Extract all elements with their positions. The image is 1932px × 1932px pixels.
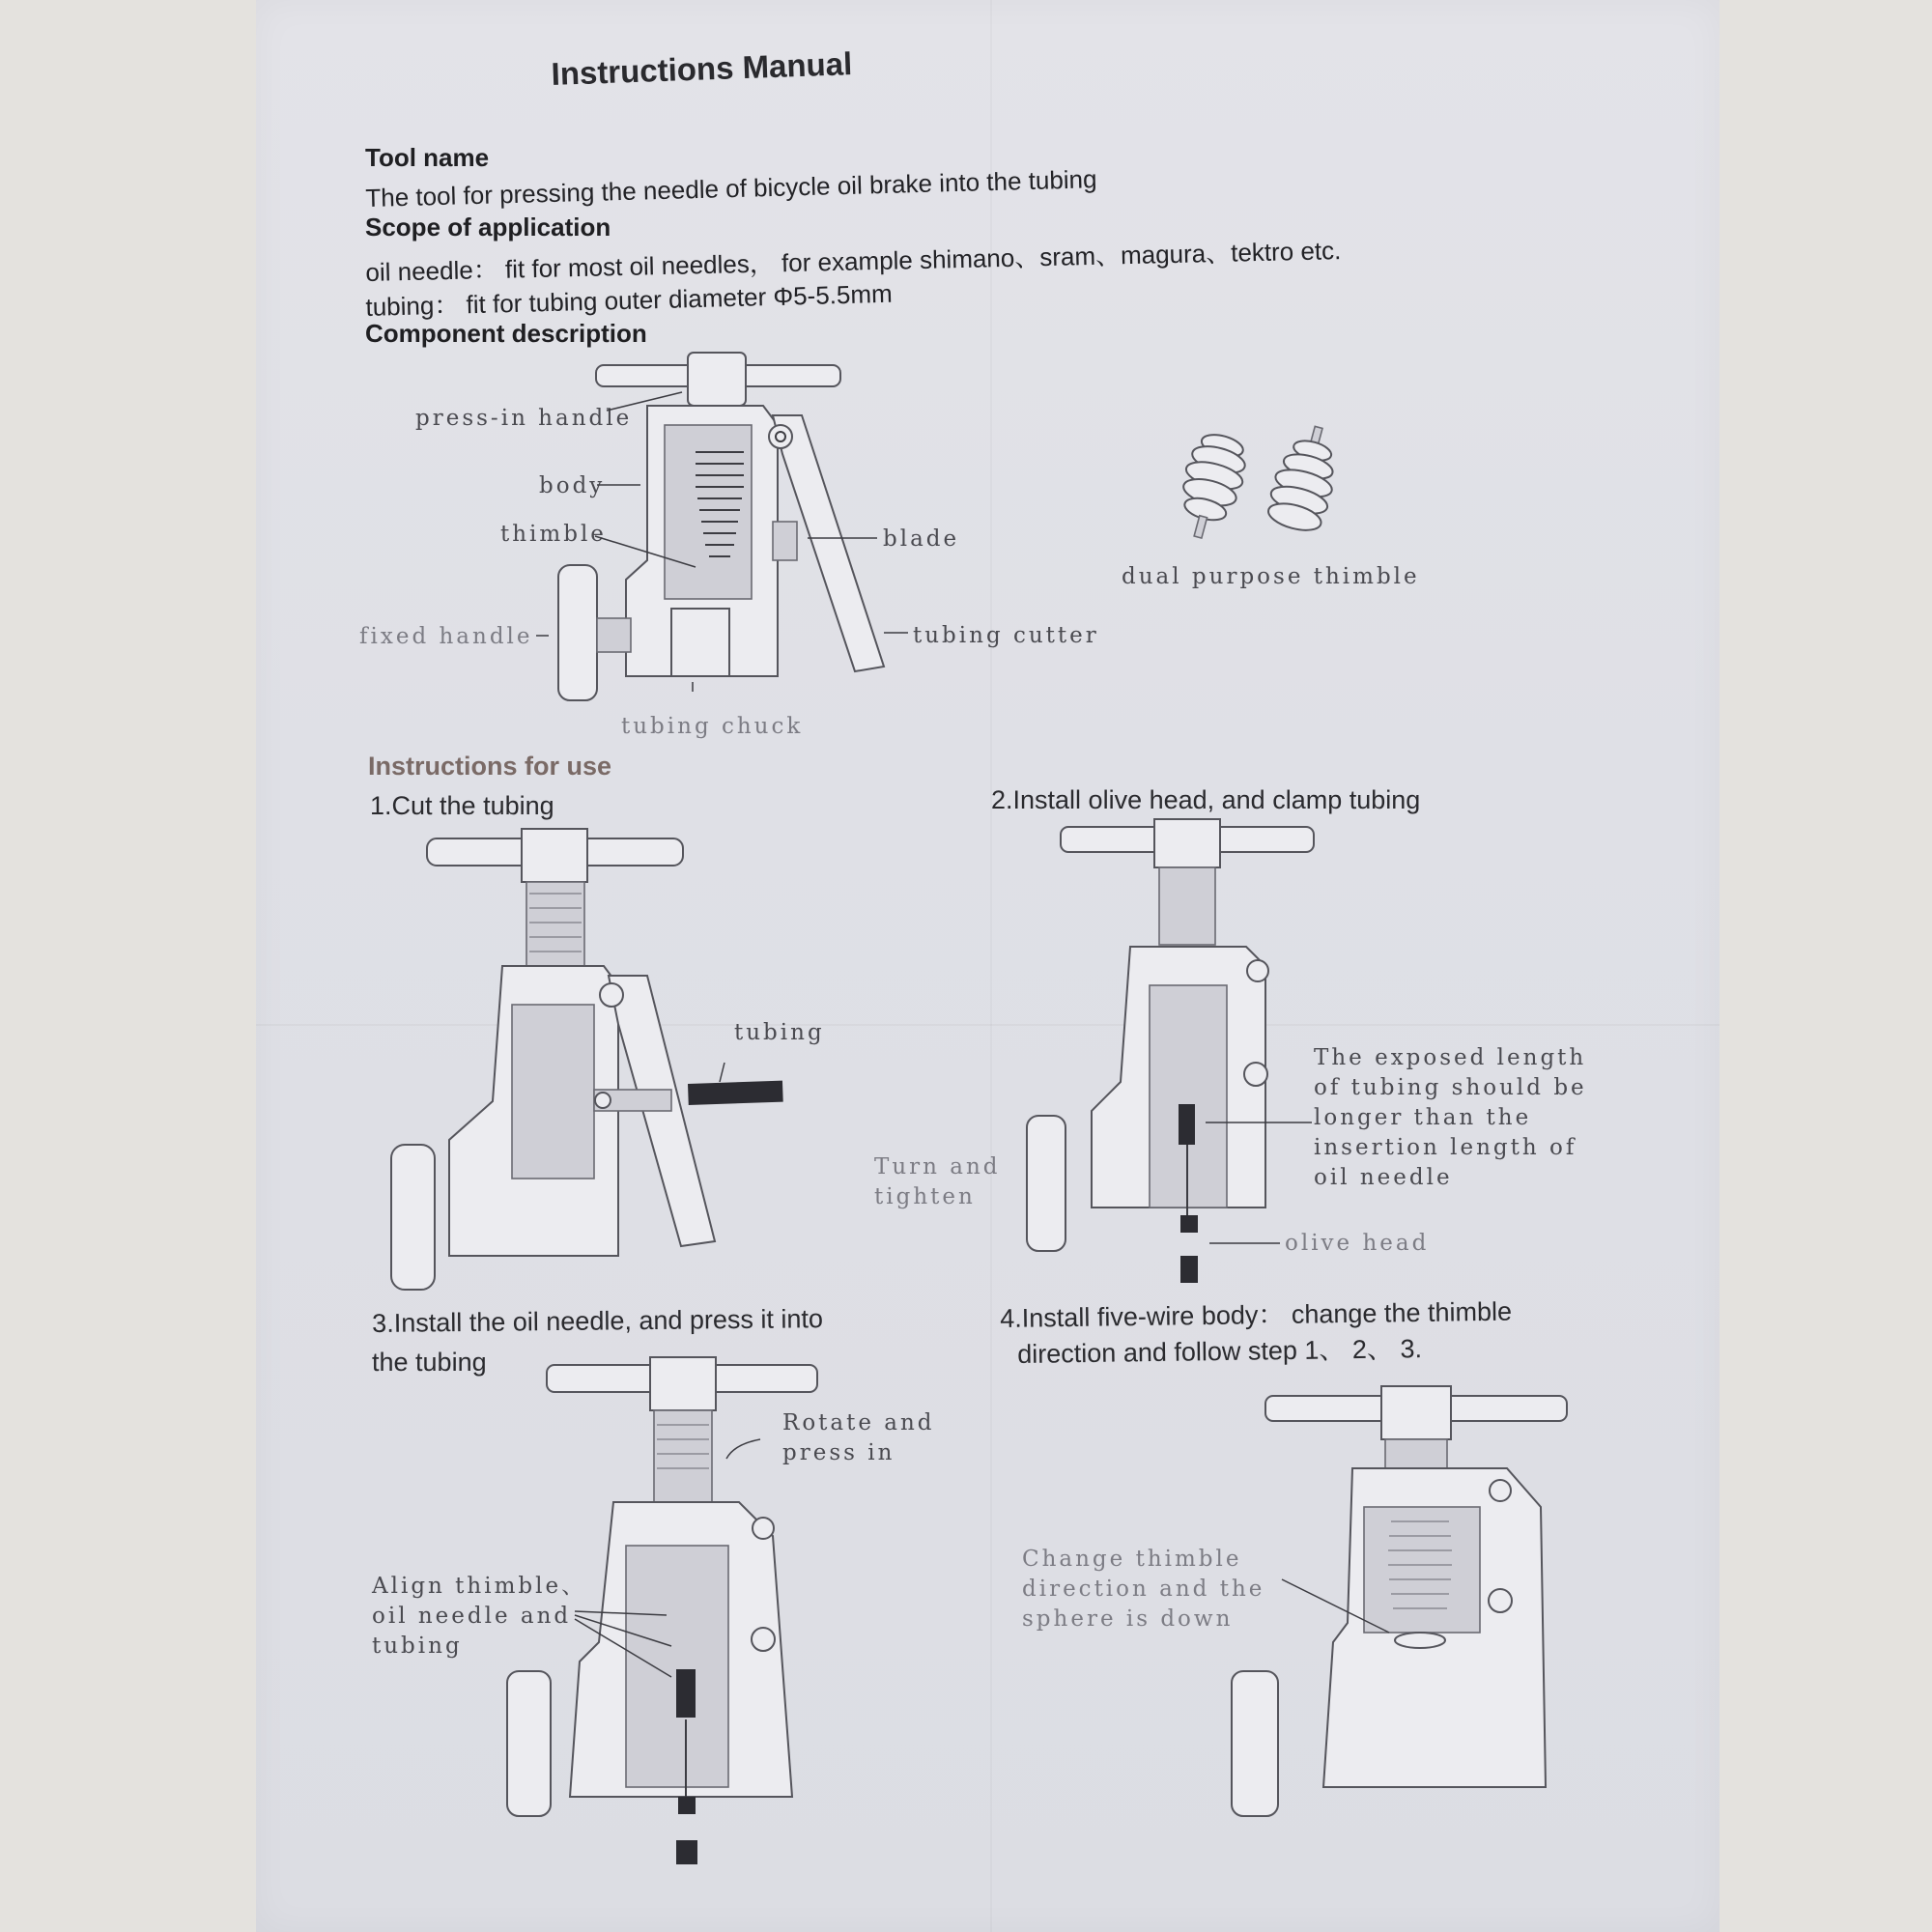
label-dual-purpose-thimble: dual purpose thimble xyxy=(1122,564,1420,589)
label-step3-align: Align thimble、 oil needle and tubing xyxy=(372,1574,587,1659)
page-title: Instructions Manual xyxy=(551,45,853,92)
label-step2-turn-tighten: Turn and tighten xyxy=(874,1154,1001,1209)
tool-name-text: The tool for pressing the needle of bicycle oil brake into the tubing xyxy=(365,164,1097,213)
dual-thimble-diagram xyxy=(1170,420,1347,545)
label-step2-olive-head: olive head xyxy=(1285,1231,1430,1256)
scope-oil-needle: oil needle： fit for most oil needles， for example shimano、sram、magura、tektro etc. xyxy=(365,236,1342,287)
step4-title-line1: 4.Install five-wire body： change the thimble xyxy=(1000,1296,1513,1333)
instructions-heading: Instructions for use xyxy=(368,752,612,781)
scope-tubing: tubing： fit for tubing outer diameter Φ5-5.5mm xyxy=(365,278,894,322)
step4-title-line2: direction and follow step 1、 2、 3. xyxy=(1017,1334,1423,1369)
label-tubing-cutter: tubing cutter xyxy=(913,623,1099,648)
tool-name-heading: Tool name xyxy=(365,143,490,172)
scope-heading: Scope of application xyxy=(365,213,611,242)
label-tubing-chuck: tubing chuck xyxy=(621,714,804,739)
step2-tool-diagram xyxy=(1027,819,1314,1283)
label-step3-rotate-press: Rotate and press in xyxy=(782,1410,935,1465)
component-heading: Component description xyxy=(365,319,647,348)
label-body: body xyxy=(539,473,606,498)
label-thimble: thimble xyxy=(500,522,607,547)
label-step4-change-thimble: Change thimble direction and the sphere is down xyxy=(1022,1547,1265,1632)
component-tool-diagram xyxy=(536,353,908,700)
label-fixed-handle: fixed handle xyxy=(359,624,533,649)
step4-tool-diagram xyxy=(1232,1386,1567,1816)
step2-title: 2.Install olive head, and clamp tubing xyxy=(991,785,1421,814)
label-press-in-handle: press-in handle xyxy=(415,406,633,431)
step3-title-line1: 3.Install the oil needle, and press it into xyxy=(372,1304,824,1338)
step3-tool-diagram xyxy=(507,1357,817,1864)
step3-title-line2: the tubing xyxy=(372,1348,487,1377)
label-blade: blade xyxy=(883,526,960,552)
label-step1-tubing: tubing xyxy=(734,1020,825,1045)
label-step2-exposed-length: The exposed length of tubing should be longer than the insertion length of oil needle xyxy=(1314,1045,1587,1190)
step1-tool-diagram xyxy=(391,829,783,1290)
step1-title: 1.Cut the tubing xyxy=(370,791,554,820)
